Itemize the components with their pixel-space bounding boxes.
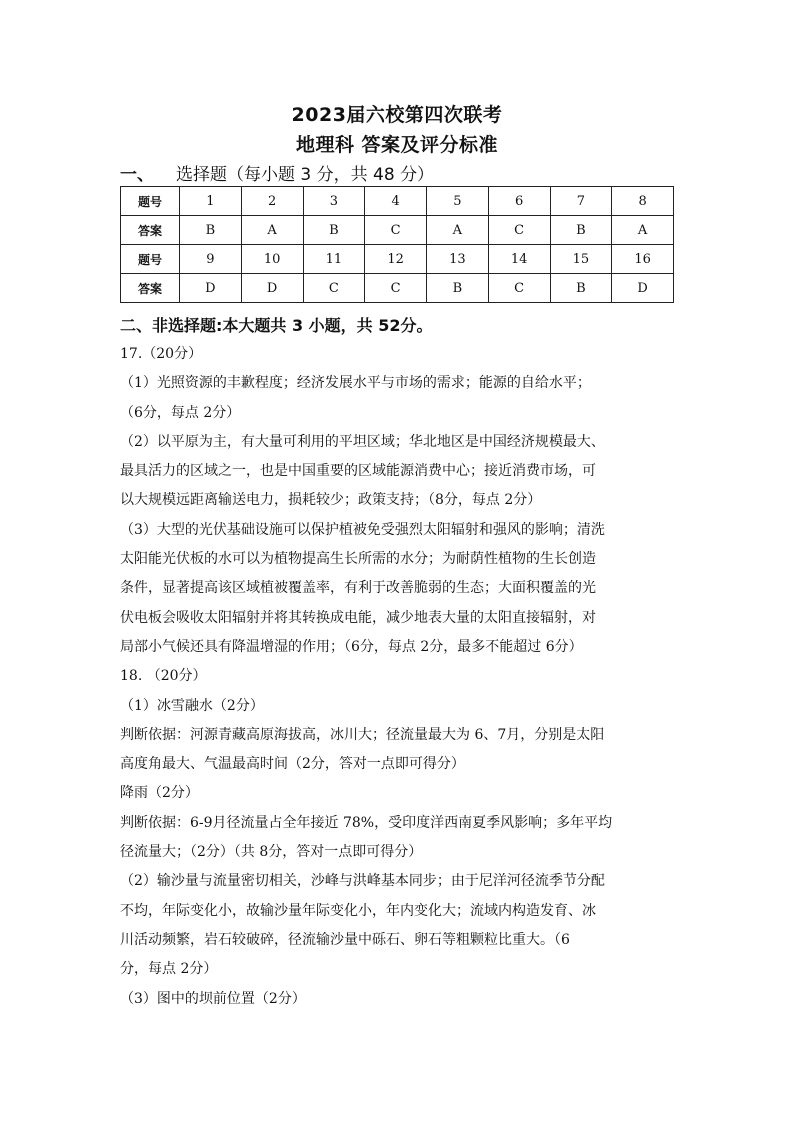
answer-line: 分，每点 2分） xyxy=(120,961,218,978)
question-number: 3 xyxy=(303,187,365,216)
section-number: 一、 xyxy=(120,165,154,185)
answer-cell: C xyxy=(365,274,427,303)
answer-cell: A xyxy=(427,216,489,245)
answer-line: （2）输沙量与流量密切相关，沙峰与洪峰基本同步；由于尼洋河径流季节分配 xyxy=(120,873,605,890)
answer-cell: C xyxy=(303,274,365,303)
answer-cell: A xyxy=(612,216,674,245)
question-number: 4 xyxy=(365,187,427,216)
answer-line: 判断依据：河源青藏高原海拔高，冰川大；径流量最大为 6、7月，分别是太阳 xyxy=(120,726,605,743)
question-number: 14 xyxy=(488,245,550,274)
question-number: 6 xyxy=(488,187,550,216)
answer-line: 最具活力的区域之一，也是中国重要的区域能源消费中心；接近消费市场，可 xyxy=(120,463,596,480)
answer-line: 太阳能光伏板的水可以为植物提高生长所需的水分；为耐荫性植物的生长创造 xyxy=(120,551,596,568)
answer-line: 以大规模远距离输送电力，损耗较少；政策支持；（8分，每点 2分） xyxy=(120,492,542,509)
section-title: 选择题（每小题 3 分，共 48 分） xyxy=(176,165,435,185)
section-multiple-choice-heading xyxy=(120,160,434,185)
answer-line: （2）以平原为主，有大量可利用的平坦区域；华北地区是中国经济规模最大、 xyxy=(120,433,605,450)
question-number: 16 xyxy=(612,245,674,274)
question-number: 11 xyxy=(303,245,365,274)
answer-line: 高度角最大、气温最高时间（2分，答对一点即可得分） xyxy=(120,756,465,773)
answer-line: 伏电板会吸收太阳辐射并将其转换成电能，减少地表大量的太阳直接辐射，对 xyxy=(120,609,596,626)
answer-cell: B xyxy=(427,274,489,303)
answer-cell: C xyxy=(365,216,427,245)
table-row-questions-2 xyxy=(121,245,674,274)
answer-line: （3）图中的坝前位置（2分） xyxy=(120,990,306,1007)
answer-line: 条件，显著提高该区域植被覆盖率，有利于改善脆弱的生态；大面积覆盖的光 xyxy=(120,580,596,597)
answer-line: 降雨（2分） xyxy=(120,785,199,802)
question-number: 5 xyxy=(427,187,489,216)
answer-cell: B xyxy=(550,274,612,303)
question-number: 8 xyxy=(612,187,674,216)
table-row-questions-1 xyxy=(121,187,674,216)
answer-cell: B xyxy=(303,216,365,245)
question-number: 1 xyxy=(180,187,242,216)
question-number: 7 xyxy=(550,187,612,216)
q18-heading: 18. （20分） xyxy=(120,668,207,685)
question-number: 13 xyxy=(427,245,489,274)
answer-line: 不均，年际变化小，故输沙量年际变化小，年内变化大；流域内构造发育、冰 xyxy=(120,902,596,919)
answer-cell: C xyxy=(488,216,550,245)
question-number: 12 xyxy=(365,245,427,274)
answer-line: （1）冰雪融水（2分） xyxy=(120,697,264,714)
answer-line: 川活动频繁，岩石较破碎，径流输沙量中砾石、卵石等粗颗粒比重大。（6 xyxy=(120,931,570,948)
exam-title: 2023届六校第四次联考 xyxy=(291,104,503,126)
question-number: 15 xyxy=(550,245,612,274)
table-row-answers-2 xyxy=(121,274,674,303)
answer-body xyxy=(120,340,680,1014)
answer-cell: A xyxy=(241,216,303,245)
question-number: 2 xyxy=(241,187,303,216)
row-label: 题号 xyxy=(121,245,180,274)
table-row-answers-1 xyxy=(121,216,674,245)
row-label: 题号 xyxy=(121,187,180,216)
answer-line: （3）大型的光伏基础设施可以保护植被免受强烈太阳辐射和强风的影响；清洗 xyxy=(120,521,605,538)
answer-line: 判断依据：6-9月径流量占全年接近 78%，受印度洋西南夏季风影响；多年平均 xyxy=(120,814,613,831)
answer-table xyxy=(120,186,674,303)
exam-subtitle: 地理科 答案及评分标准 xyxy=(295,134,499,156)
answer-line: 径流量大；（2分）（共 8分，答对一点即可得分） xyxy=(120,844,423,861)
q17-heading: 17.（20分） xyxy=(120,346,203,362)
answer-cell: B xyxy=(550,216,612,245)
row-label: 答案 xyxy=(121,216,180,245)
answer-line: （6分，每点 2分） xyxy=(120,404,241,421)
row-label: 答案 xyxy=(121,274,180,303)
answer-cell: C xyxy=(488,274,550,303)
section-free-response-heading: 二、非选择题:本大题共 3 小题，共 52分。 xyxy=(120,316,433,335)
answer-cell: B xyxy=(180,216,242,245)
answer-line: 局部小气候还具有降温增湿的作用；（6分，每点 2分，最多不能超过 6分） xyxy=(120,638,583,655)
answer-cell: D xyxy=(180,274,242,303)
question-number: 10 xyxy=(241,245,303,274)
answer-cell: D xyxy=(612,274,674,303)
question-number: 9 xyxy=(180,245,242,274)
answer-cell: D xyxy=(241,274,303,303)
answer-line: （1）光照资源的丰歉程度；经济发展水平与市场的需求；能源的自给水平； xyxy=(120,375,591,392)
